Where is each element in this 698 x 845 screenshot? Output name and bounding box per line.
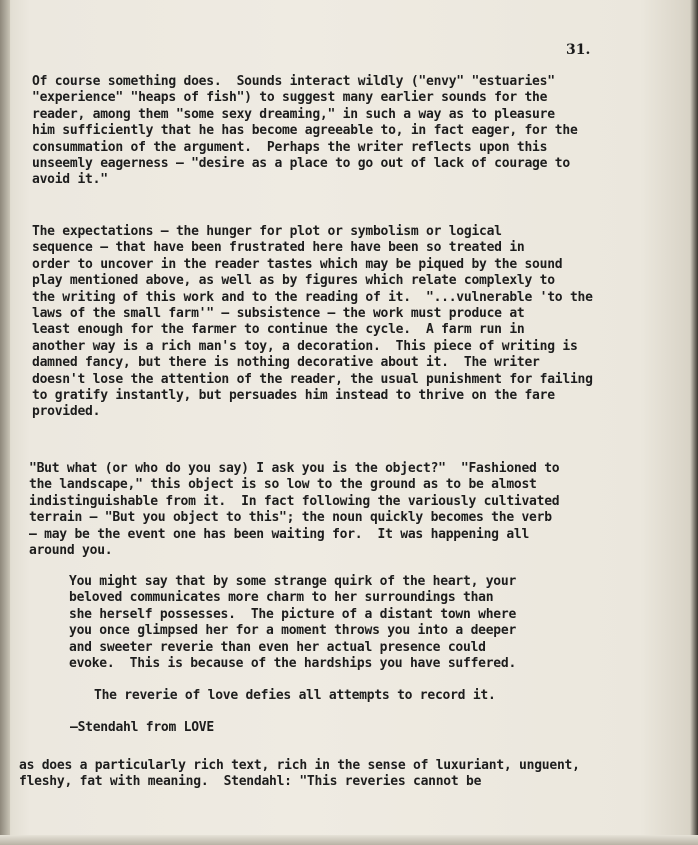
paragraph-rich-text: as does a particularly rich text, rich in the sense of luxuriant, unguent, fleshy, fat with meaning. Stendahl: "This reveries cannot be	[19, 758, 580, 790]
paragraph-sounds: Of course something does. Sounds interact wildly ("envy" "estuaries" "experience" "heaps of fish") to suggest many earlier sounds for the reader, among them "some sexy dreaming," in such a way as to pleasure him sufficiently that he has become agreeable to, in fact eager, for the consummation of the argument. Perhaps the writer reflects upon this unseemly eagerness — "desire as a place to go out of lack of courage to avoid it."	[32, 74, 578, 188]
page-number: 31.	[566, 42, 591, 58]
page-binding-shadow	[0, 0, 10, 845]
block-quote-reverie: The reverie of love defies all attempts to record it.	[94, 688, 496, 703]
paragraph-expectations: The expectations — the hunger for plot or symbolism or logical sequence — that have been frustrated here have been so treated in order to uncover in the reader tastes which may be piqued by the sound play mentioned above, as well as by figures which relate complexly to the writing of this work and to the reading of it. "...vulnerable 'to the laws of the small farm'" — subsistence — the work must produce at least enough for the farmer to continue the cycle. A farm run in another way is a rich man's toy, a decoration. This piece of writing is damned fancy, but there is nothing decorative about it. The writer doesn't lose the attention of the reader, the usual punishment for failing to gratify instantly, but persuades him instead to thrive on the fare provided.	[32, 224, 593, 420]
page-bottom-edge	[0, 835, 698, 845]
block-quote-stendahl: You might say that by some strange quirk of the heart, your beloved communicates more charm to her surroundings than she herself possesses. The picture of a distant town where you once glimpsed her for a moment throws you into a deeper and sweeter reverie than even her actual presence could evoke. This is because of the hardships you have suffered.	[69, 574, 517, 672]
paragraph-object: "But what (or who do you say) I ask you is the object?" "Fashioned to the landscape," this object is so low to the ground as to be almost indistinguishable from it. In fact following the variously cultivated terrain — "But you object to this"; the noun quickly becomes the verb — may be the event one has been waiting for. It was happening all around you.	[29, 461, 560, 559]
quote-attribution: —Stendahl from LOVE	[70, 720, 214, 735]
